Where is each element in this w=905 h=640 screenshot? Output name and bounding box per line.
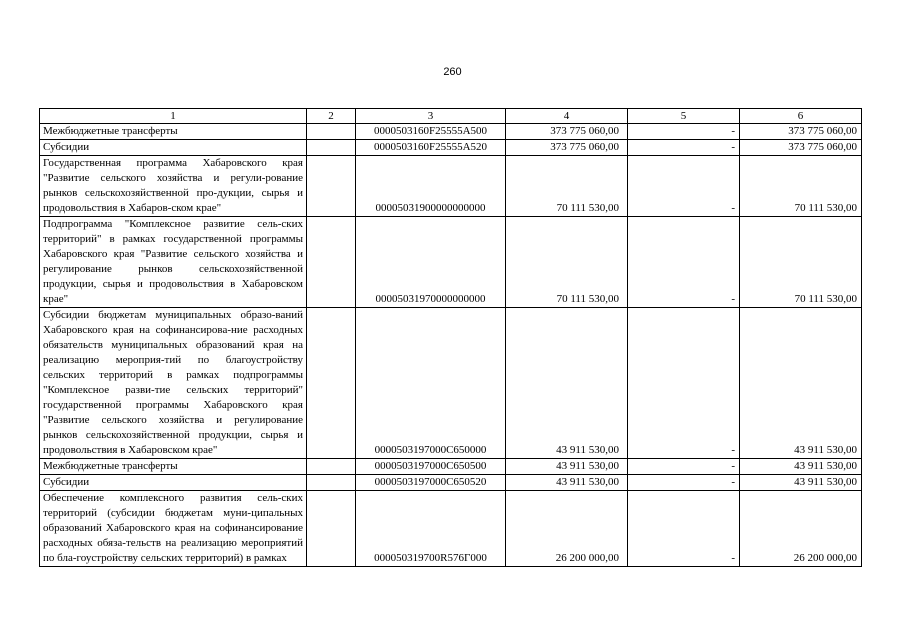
row-amount: 373 775 060,00 <box>506 124 628 140</box>
column-header-2: 2 <box>307 109 356 124</box>
row-amount: 70 111 530,00 <box>506 217 628 308</box>
column-header-1: 1 <box>40 109 307 124</box>
table-row <box>40 217 862 308</box>
row-name: Обеспечение комплексного развития сель-ских территорий (субсидии бюджетам муни-ципальных образований Хабаровского края на софинансирование расходных обяза-тельств на реализацию мероприятий по бла-гоустройству сельских территорий) в рамках <box>40 491 307 567</box>
row-code: 0000503197000С650000 <box>356 308 506 459</box>
table-row <box>40 475 862 491</box>
row-col2 <box>307 217 356 308</box>
row-amount: 26 200 000,00 <box>506 491 628 567</box>
row-code: 00005031900000000000 <box>356 156 506 217</box>
row-name: Субсидии <box>40 475 307 491</box>
row-change: - <box>628 156 740 217</box>
row-total: 26 200 000,00 <box>740 491 862 567</box>
row-code: 0000503197000С650500 <box>356 459 506 475</box>
row-change: - <box>628 308 740 459</box>
row-col2 <box>307 475 356 491</box>
table-row <box>40 124 862 140</box>
row-amount: 43 911 530,00 <box>506 475 628 491</box>
row-name: Государственная программа Хабаровского края "Развитие сельского хозяйства и регули-рование рынков сельскохозяйственной про-дукции, сырья и продовольствия в Хабаров-ском крае" <box>40 156 307 217</box>
row-name: Субсидии <box>40 140 307 156</box>
row-total: 373 775 060,00 <box>740 140 862 156</box>
budget-table <box>39 108 862 567</box>
row-change: - <box>628 124 740 140</box>
row-code: 0000503160F25555A520 <box>356 140 506 156</box>
row-col2 <box>307 491 356 567</box>
row-total: 43 911 530,00 <box>740 308 862 459</box>
row-col2 <box>307 156 356 217</box>
table-row <box>40 491 862 567</box>
row-col2 <box>307 124 356 140</box>
row-total: 43 911 530,00 <box>740 459 862 475</box>
row-change: - <box>628 217 740 308</box>
row-code: 0000503197000С650520 <box>356 475 506 491</box>
table-row <box>40 308 862 459</box>
row-name: Субсидии бюджетам муниципальных образо-ваний Хабаровского края на софинансирова-ние расходных обязательств муниципальных образований края на реализацию мероприя-тий по благоустройству сельских территорий в рамках подпрограммы "Комплексное разви-тие сельских территорий" государственной программы Хабаровского края "Развитие сельского хозяйства и регулирование рынков сельскохозяйственной продукции, сырья и продовольствия в Хабаровском крае" <box>40 308 307 459</box>
column-header-4: 4 <box>506 109 628 124</box>
row-col2 <box>307 140 356 156</box>
row-amount: 373 775 060,00 <box>506 140 628 156</box>
column-header-3: 3 <box>356 109 506 124</box>
row-amount: 70 111 530,00 <box>506 156 628 217</box>
row-col2 <box>307 308 356 459</box>
column-header-6: 6 <box>740 109 862 124</box>
row-amount: 43 911 530,00 <box>506 308 628 459</box>
row-total: 373 775 060,00 <box>740 124 862 140</box>
row-code: 000050319700R576Г000 <box>356 491 506 567</box>
row-code: 0000503160F25555A500 <box>356 124 506 140</box>
table-header-row <box>40 109 862 124</box>
row-change: - <box>628 475 740 491</box>
column-header-5: 5 <box>628 109 740 124</box>
row-name: Межбюджетные трансферты <box>40 459 307 475</box>
row-change: - <box>628 140 740 156</box>
row-name: Подпрограмма "Комплексное развитие сель-ских территорий" в рамках государственной программы Хабаровского края "Развитие сельского хозяйства и регулирование рынков сельскохозяйственной продукции, сырья и продовольствия в Хабаровском крае" <box>40 217 307 308</box>
row-change: - <box>628 459 740 475</box>
table-row <box>40 156 862 217</box>
row-total: 70 111 530,00 <box>740 156 862 217</box>
table-row <box>40 459 862 475</box>
row-amount: 43 911 530,00 <box>506 459 628 475</box>
row-col2 <box>307 459 356 475</box>
row-total: 43 911 530,00 <box>740 475 862 491</box>
row-code: 00005031970000000000 <box>356 217 506 308</box>
row-name: Межбюджетные трансферты <box>40 124 307 140</box>
table-row <box>40 140 862 156</box>
row-change: - <box>628 491 740 567</box>
row-total: 70 111 530,00 <box>740 217 862 308</box>
page-number: 260 <box>443 66 462 78</box>
